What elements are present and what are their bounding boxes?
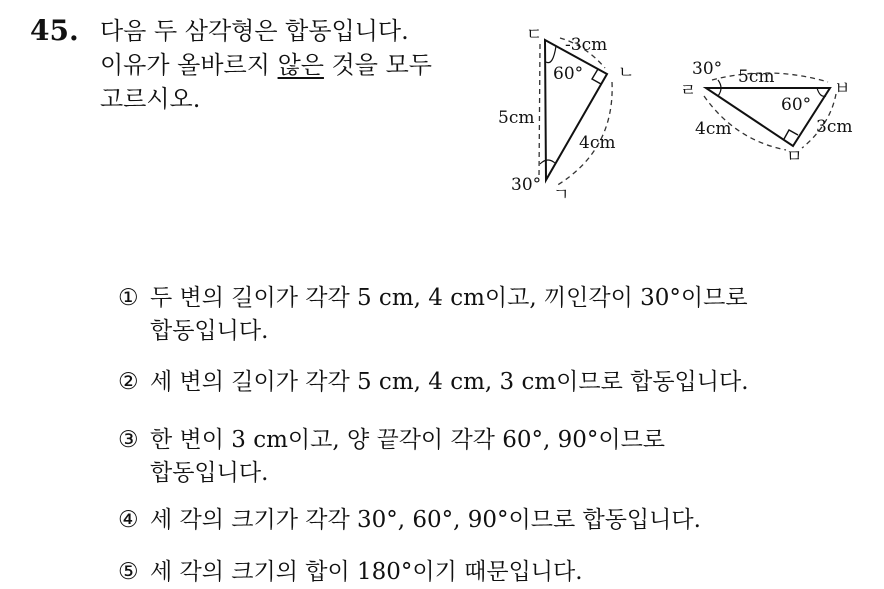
left-vertex-top: ㄷ [526, 25, 543, 45]
left-side-top: -3cm [565, 35, 608, 55]
left-vertex-right: ㄴ [618, 63, 635, 83]
option-1-mark: ① [118, 285, 139, 311]
right-vertex-right: ㅂ [834, 79, 851, 99]
right-right-angle-mark [784, 130, 798, 139]
stem-text-2a: 이유가 올바르지 [100, 51, 270, 79]
option-5[interactable] [118, 556, 583, 589]
option-5-mark: ⑤ [118, 559, 139, 585]
left-angle-bottom: 30° [511, 175, 542, 195]
stem-line-3: 고르시오. [100, 85, 201, 113]
right-triangle [680, 59, 852, 167]
option-1-continuation: 합동입니다. [150, 318, 269, 344]
left-angle-arc-bottom [540, 160, 556, 164]
right-vertex-left: ㄹ [680, 81, 697, 101]
option-3-mark: ③ [118, 427, 139, 453]
left-vertex-bottom: ㄱ [553, 185, 570, 205]
left-side-right: 4cm [579, 133, 616, 153]
left-right-angle-mark [592, 69, 601, 84]
question-number: 45. [30, 14, 79, 47]
option-4-text: 세 각의 크기가 각각 30°, 60°, 90°이므로 합동입니다. [150, 507, 701, 533]
option-1[interactable] [118, 282, 748, 348]
left-dim-left [539, 44, 540, 178]
option-4[interactable] [118, 504, 701, 537]
left-angle-top: 60° [553, 64, 584, 84]
stem-underlined-word: 않은 [277, 51, 324, 79]
right-side-top: 5cm [738, 67, 775, 87]
option-3[interactable] [118, 424, 665, 490]
left-triangle-shape [545, 40, 607, 180]
option-2-text: 세 변의 길이가 각각 5 cm, 4 cm, 3 cm이므로 합동입니다. [150, 369, 749, 395]
option-2-mark: ② [118, 369, 139, 395]
left-angle-arc-top [546, 46, 556, 63]
right-side-left: 4cm [695, 119, 732, 139]
option-5-text: 세 각의 크기의 합이 180°이기 때문입니다. [150, 559, 583, 585]
stem-text-2b: 것을 모두 [331, 51, 432, 79]
option-3-continuation: 합동입니다. [150, 460, 269, 486]
option-2[interactable] [118, 366, 749, 399]
right-angle-left: 30° [692, 59, 723, 79]
left-triangle [498, 25, 634, 205]
left-side-left: 5cm [498, 108, 535, 128]
option-3-text: 한 변이 3 cm이고, 양 끝각이 각각 60°, 90°이므로 [150, 427, 666, 453]
right-side-right: 3cm [816, 117, 853, 137]
right-vertex-bottom: ㅁ [786, 147, 803, 167]
option-4-mark: ④ [118, 507, 139, 533]
option-1-text: 두 변의 길이가 각각 5 cm, 4 cm이고, 끼인각이 30°이므로 [150, 285, 748, 311]
stem-line-1: 다음 두 삼각형은 합동입니다. [100, 17, 409, 45]
triangle-figure [0, 0, 884, 240]
right-angle-right: 60° [781, 95, 812, 115]
